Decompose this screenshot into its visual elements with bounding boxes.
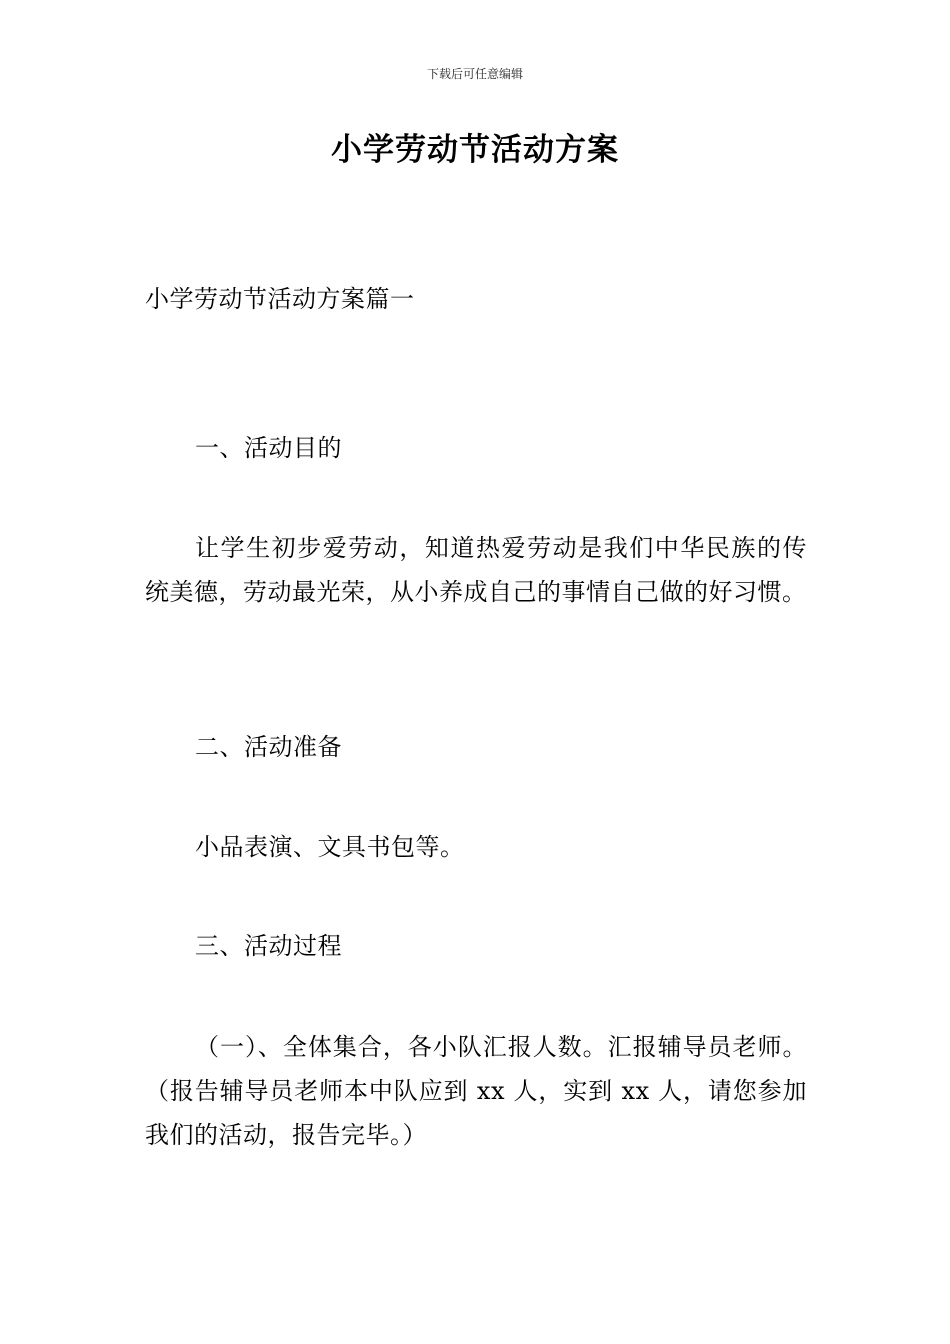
- header-note: 下载后可任意编辑: [426, 67, 523, 81]
- paragraph-purpose: 让学生初步爱劳动，知道热爱劳动是我们中华民族的传统美德，劳动最光荣，从小养成自己的事情自己做的好习惯。: [145, 534, 807, 606]
- paragraph-preparation: 小品表演、文具书包等。: [195, 833, 465, 861]
- section-heading-purpose: 一、活动目的: [195, 434, 342, 462]
- section-heading-process: 三、活动过程: [195, 932, 342, 960]
- document-title: 小学劳动节活动方案: [331, 132, 619, 168]
- paragraph-process: （一）、全体集合，各小队汇报人数。汇报辅导员老师。（报告辅导员老师本中队应到 xx 人，实到 xx 人，请您参加我们的活动，报告完毕。）: [145, 1033, 807, 1149]
- document-subtitle: 小学劳动节活动方案篇一: [145, 285, 415, 313]
- section-heading-preparation: 二、活动准备: [195, 733, 342, 761]
